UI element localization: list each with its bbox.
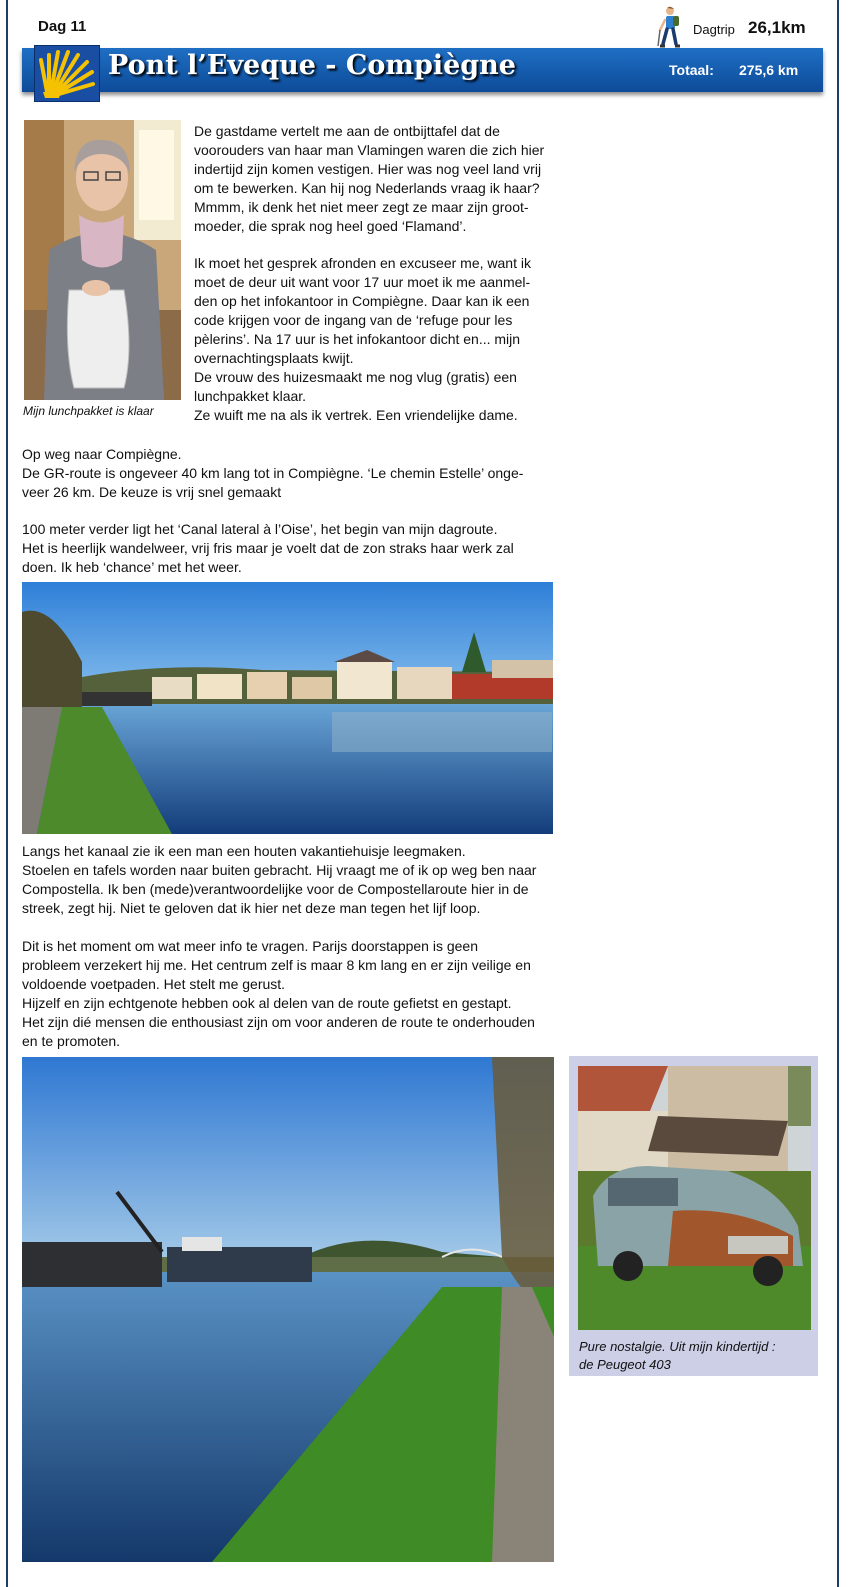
hiker-icon	[657, 6, 683, 48]
dagtrip-label: Dagtrip	[693, 22, 735, 37]
lady-photo	[24, 120, 181, 400]
dagtrip-value: 26,1km	[748, 18, 806, 37]
paragraph-4: 100 meter verder ligt het ‘Canal lateral à l’Oise’, het begin van mijn dagroute. Het is heerlijk wandelweer, vrij fris maar je voelt dat de zon straks haar werk zal doen. Ik heb ‘chance’ met het weer.	[22, 521, 514, 575]
canal-barges-photo	[22, 1057, 554, 1562]
scallop-shell-icon	[34, 45, 100, 102]
paragraph-6: Dit is het moment om wat meer info te vragen. Parijs doorstappen is geen probleem verzekert hij me. Het centrum zelf is maar 8 km lang en er zijn veilige en voldoende voetpaden. Het stelt me gerust. Hijzelf en zijn echtgenote hebben ook al delen van de route gefietst en gestapt. Het zijn dié mensen die enthousiast zijn om voor anderen de route te onderhouden en te promoten.	[22, 938, 535, 1049]
page-title: Pont l’Eveque - Compiègne	[108, 50, 516, 81]
lady-photo-caption: Mijn lunchpakket is klaar	[23, 404, 154, 418]
paragraph-1: De gastdame vertelt me aan de ontbijttafel dat de voorouders van haar man Vlamingen waren die zich hier indertijd zijn komen vestigen. Hier was nog veel land vrij om te bewerken. Kan hij nog Nederlands vraag ik haar? Mmmm, ik denk het niet meer zegt ze maar zijn groot- moeder, die sprak nog heel goed ‘Flamand’.	[194, 123, 545, 234]
peugeot-photo	[578, 1066, 811, 1330]
paragraph-3: Op weg naar Compiègne. De GR-route is ongeveer 40 km lang tot in Compiègne. ‘Le chemin Estelle’ onge- veer 26 km. De keuze is vrij snel gemaakt	[22, 446, 524, 500]
canal-village-photo	[22, 582, 553, 834]
day-label: Dag 11	[38, 18, 87, 35]
totaal-value: 275,6 km	[739, 62, 799, 78]
paragraph-2: Ik moet het gesprek afronden en excuseer me, want ik moet de deur uit want voor 17 uur moet ik me aanmel- den op het infokantoor in Compiègne. Daar kan ik een code krijgen voor de ingang van de ‘refuge pour les pèlerins’. Na 17 uur is het infokantoor dicht en... mijn overnachtingsplaats kwijt. De vrouw des huizesmaakt me nog vlug (gratis) een lunchpakket klaar. Ze wuift me na als ik vertrek. Een vriendelijke dame.	[194, 255, 531, 423]
peugeot-photo-caption: Pure nostalgie. Uit mijn kindertijd : de Peugeot 403	[579, 1339, 776, 1372]
totaal-label: Totaal:	[669, 62, 714, 78]
paragraph-5: Langs het kanaal zie ik een man een houten vakantiehuisje leegmaken. Stoelen en tafels worden naar buiten gebracht. Hij vraagt me of ik op weg ben naar Compostella. Ik ben (mede)verantwoordelijke voor de Compostellaroute hier in de streek, zegt hij. Niet te geloven dat ik hier net deze man tegen het lijf loop.	[22, 843, 537, 916]
